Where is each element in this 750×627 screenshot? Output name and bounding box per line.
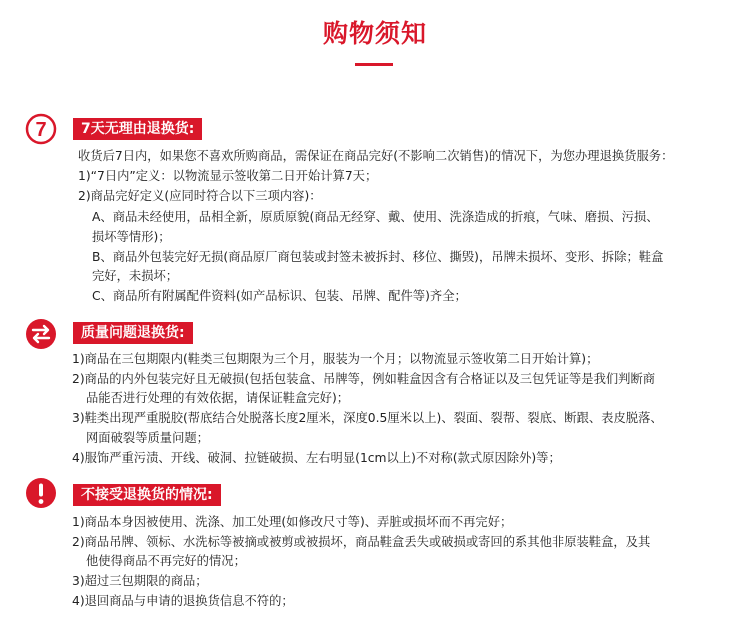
line: 2)商品完好定义(应同时符合以下三项内容)： <box>78 189 322 203</box>
line: 品能否进行处理的有效依据，请保证鞋盒完好)； <box>86 391 350 405</box>
section-heading: 7天无理由退换货: <box>73 118 202 140</box>
line: 完好，未损坏； <box>92 269 179 283</box>
line: 3)鞋类出现严重脱胶(帮底结合处脱落长度2厘米，深度0.5厘米以上)、裂面、裂帮、裂底、断跟、表皮脱落、 <box>72 411 663 425</box>
line: 3)超过三包期限的商品； <box>72 574 208 588</box>
line: A、商品未经使用，品相全新，原质原貌(商品无经穿、戴、使用、洗涤造成的折痕，气味、磨损、污损、 <box>92 210 659 224</box>
line: 网面破裂等质量问题； <box>86 431 209 445</box>
exchange-arrows-icon <box>25 318 57 350</box>
line: B、商品外包装完好无损(商品原厂商包装或封签未被拆封、移位、撕毁)，吊牌未损坏、变形、拆除；鞋盒 <box>92 250 664 264</box>
seven-days-icon <box>25 113 57 145</box>
title-underline <box>355 63 393 66</box>
line: C、商品所有附属配件资料(如产品标识、包装、吊牌、配件等)齐全； <box>92 289 467 303</box>
line: 1)商品本身因被使用、洗涤、加工处理(如修改尺寸等)、弄脏或损坏而不再完好； <box>72 515 513 529</box>
seven-days-icon-label: 7 <box>35 119 47 141</box>
line: 1)“7日内”定义：以物流显示签收第二日开始计算7天； <box>78 169 378 183</box>
line: 他使得商品不再完好的情况； <box>86 554 246 568</box>
exclamation-icon <box>25 477 57 509</box>
line: 损坏等情形)； <box>92 230 171 244</box>
section-heading: 质量问题退换货: <box>73 322 193 344</box>
line: 4)服饰严重污渍、开线、破洞、拉链破损、左右明显(1cm以上)不对称(款式原因除外)等； <box>72 451 561 465</box>
line: 2)商品吊牌、领标、水洗标等被摘或被剪或被损坏，商品鞋盒丢失或破损或寄回的系其他非原装鞋盒，及其 <box>72 535 651 549</box>
line: 收货后7日内，如果您不喜欢所购商品，需保证在商品完好(不影响二次销售)的情况下，为您办理退换货服务： <box>78 149 674 163</box>
line: 1)商品在三包期限内(鞋类三包期限为三个月，服装为一个月；以物流显示签收第二日开始计算)； <box>72 352 599 366</box>
line: 2)商品的内外包装完好且无破损(包括包装盒、吊牌等，例如鞋盒因含有合格证以及三包凭证等是我们判断商 <box>72 372 656 386</box>
section-heading: 不接受退换货的情况: <box>73 484 221 506</box>
line: 4)退回商品与申请的退换货信息不符的； <box>72 594 294 608</box>
page-title: 购物须知 <box>322 19 427 48</box>
